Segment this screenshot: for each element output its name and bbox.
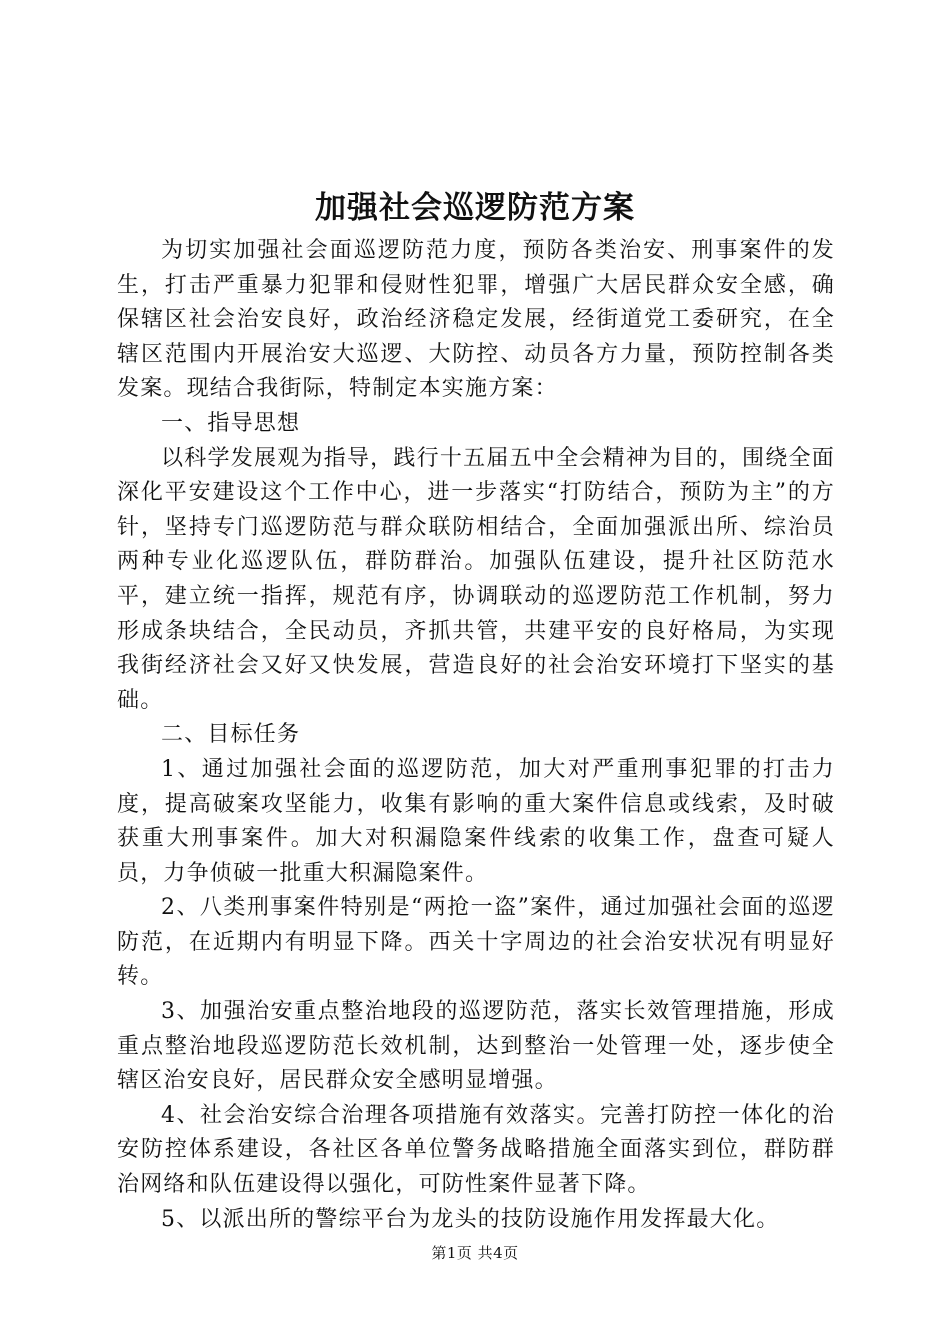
goal-item-4: 4、社会治安综合治理各项措施有效落实。完善打防控一体化的治安防控体系建设，各社区各单位警务战略措施全面落实到位，群防群治网络和队伍建设得以强化，可防性案件显著下降。 [117, 1102, 835, 1198]
section-heading-goals-tasks: 二、目标任务 [161, 722, 301, 748]
document-body [117, 234, 835, 1237]
goal-item-2: 2、八类刑事案件特别是“两抢一盗”案件，通过加强社会面的巡逻防范，在近期内有明显下降。西关十字周边的社会治安状况有明显好转。 [117, 895, 835, 990]
guiding-ideology-paragraph: 以科学发展观为指导，践行十五届五中全会精神为目的，围绕全面深化平安建设这个工作中心，进一步落实“打防结合，预防为主”的方针，坚持专门巡逻防范与群众联防相结合，全面加强派出所、综治员两种专业化巡逻队伍，群防群治。加强队伍建设，提升社区防范水平，建立统一指挥，规范有序，协调联动的巡逻防范工作机制，努力形成条块结合，全民动员，齐抓共管，共建平安的良好格局，为实现我街经济社会又好又快发展，营造良好的社会治安环境打下坚实的基础。 [117, 445, 835, 713]
intro-paragraph: 为切实加强社会面巡逻防范力度，预防各类治安、刑事案件的发生，打击严重暴力犯罪和侵财性犯罪，增强广大居民群众安全感，确保辖区社会治安良好，政治经济稳定发展，经街道党工委研究，在全辖区范围内开展治安大巡逻、大防控、动员各方力量，预防控制各类发案。现结合我街际，特制定本实施方案： [117, 238, 835, 402]
goal-item-3: 3、加强治安重点整治地段的巡逻防范，落实长效管理措施，形成重点整治地段巡逻防范长效机制，达到整治一处管理一处，逐步使全辖区治安良好，居民群众安全感明显增强。 [117, 999, 835, 1094]
goal-item-1: 1、通过加强社会面的巡逻防范，加大对严重刑事犯罪的打击力度，提高破案攻坚能力，收集有影响的重大案件信息或线索，及时破获重大刑事案件。加大对积漏隐案件线索的收集工作，盘查可疑人员，力争侦破一批重大积漏隐案件。 [117, 756, 835, 886]
section-heading-guiding-ideology: 一、指导思想 [161, 410, 301, 436]
page-number-footer: 第1页 共4页 [431, 1244, 519, 1262]
document-title: 加强社会巡逻防范方案 [315, 190, 635, 226]
goal-item-5: 5、以派出所的警综平台为龙头的技防设施作用发挥最大化。 [161, 1206, 780, 1232]
